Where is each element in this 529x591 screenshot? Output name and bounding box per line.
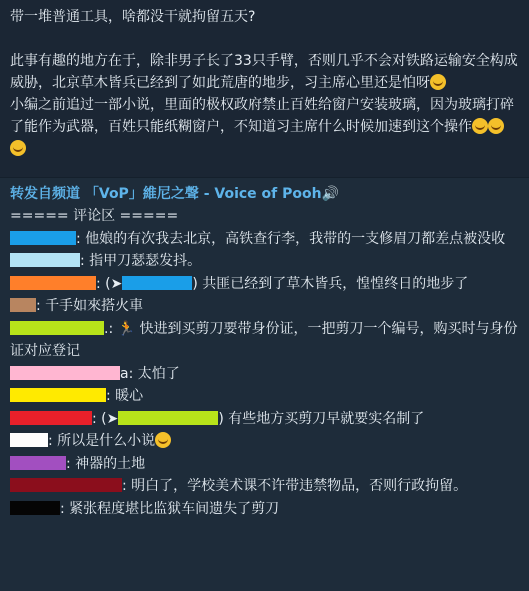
comment-section [0, 205, 529, 520]
forward-header [0, 178, 529, 205]
comment-item [10, 250, 519, 273]
rofl-emoji-icon [472, 118, 488, 134]
forwarded-channel-link[interactable]: 转发自频道 「VoP」維尼之聲 - Voice of Pooh [10, 186, 322, 202]
comment-item [10, 228, 519, 251]
redacted-username [10, 231, 76, 245]
comment-list [10, 228, 519, 521]
comment-text: ) 有些地方买剪刀早就要实名制了 [218, 410, 425, 427]
comment-section-header: ===== 评论区 ===== [10, 208, 179, 224]
post-paragraph: 此事有趣的地方在于，除非男子长了33只手臂，否则几乎不会对铁路运输安全构成威胁，北京草木皆兵已经到了如此荒唐的地步，习主席心里还是怕呀 [10, 53, 518, 91]
comment-item [10, 475, 519, 498]
redacted-username [10, 433, 48, 447]
redacted-username [10, 411, 92, 425]
post-paragraph: 小编之前追过一部小说，里面的极权政府禁止百姓给窗户安装玻璃，因为玻璃打碎了能作为武器，百姓只能纸糊窗户，不知道习主席什么时候加速到这个操作 [10, 94, 519, 160]
runner-emoji-icon: 🏃 [117, 320, 140, 337]
rofl-emoji-icon [10, 140, 26, 156]
comment-separator: : [76, 230, 86, 247]
post-body [0, 0, 529, 178]
comment-separator: : [36, 298, 46, 314]
comment-separator: a: [120, 365, 138, 382]
comment-item [10, 363, 519, 386]
comment-text: ) 共匪已经到了草木皆兵，惶惶终日的地步了 [192, 275, 469, 292]
comment-item [10, 430, 519, 453]
redacted-username [10, 253, 80, 267]
comment-text: 快进到买剪刀要带身份证，一把剪刀一个编号，购买时与身份证对应登记 [10, 320, 518, 359]
redacted-username [10, 298, 36, 312]
comment-text: 他娘的有次我去北京，高铁查行李，我带的一支修眉刀都差点被没收 [85, 230, 506, 247]
comment-separator: : [48, 433, 58, 449]
thinking-emoji-icon [155, 432, 171, 448]
comment-text: 明白了，学校美术课不许带违禁物品，否则行政拘留。 [131, 478, 468, 494]
redacted-username [10, 366, 120, 380]
comment-separator: .: [104, 320, 118, 337]
comment-text: 指甲刀瑟瑟发抖。 [89, 253, 202, 269]
comment-item [10, 273, 519, 296]
comment-item [10, 498, 519, 521]
comment-text: 紧张程度堪比监狱车间遗失了剪刀 [69, 500, 280, 517]
comment-separator: : [66, 455, 76, 472]
comment-separator: : [80, 253, 90, 269]
comment-item [10, 318, 519, 363]
comment-separator: : [60, 500, 70, 517]
comment-item [10, 408, 519, 431]
comment-separator: : [106, 388, 116, 404]
comment-text: 暖心 [115, 388, 144, 404]
comment-separator: : [122, 478, 132, 494]
speaker-icon: 🔊 [321, 186, 340, 202]
redacted-username [10, 478, 122, 492]
comment-text: 神器的土地 [75, 455, 146, 472]
redacted-reply-username [118, 411, 218, 425]
post-headline: 带一堆普通工具，啥都没干就拘留五天? [10, 9, 256, 25]
comment-item [10, 453, 519, 476]
comment-text: 所以是什么小说 [57, 433, 156, 449]
rofl-emoji-icon [430, 74, 446, 90]
comment-separator: : (➤ [96, 275, 123, 292]
redacted-username [10, 388, 106, 402]
comment-text: 太怕了 [137, 365, 180, 382]
redacted-username [10, 276, 96, 290]
redacted-username [10, 321, 104, 335]
comment-text: 千手如來搭火車 [45, 298, 144, 314]
rofl-emoji-icon [488, 118, 504, 134]
comment-item [10, 295, 519, 318]
comment-separator: : (➤ [92, 410, 119, 427]
comment-item [10, 385, 519, 408]
redacted-username [10, 456, 66, 470]
redacted-reply-username [122, 276, 192, 290]
redacted-username [10, 501, 60, 515]
